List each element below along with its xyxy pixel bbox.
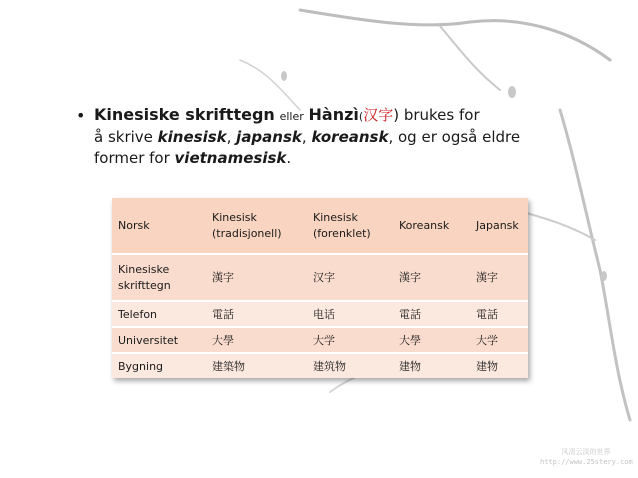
table-row — [112, 301, 528, 327]
cell-forenklet: 建筑物 — [307, 353, 393, 378]
cell-japansk: 漢字 — [470, 254, 528, 301]
line2-post: , og er også eldre — [388, 128, 521, 146]
period: . — [286, 149, 292, 167]
row-label-line-1: Kinesiske — [118, 262, 170, 276]
cell-japansk: 電話 — [470, 301, 528, 327]
cell-forenklet: 电话 — [307, 301, 393, 327]
watermark-line-2: http://www.25stery.com — [540, 458, 633, 466]
row-label: Bygning — [112, 353, 206, 378]
header-forenk-line-2: (forenklet) — [313, 226, 371, 240]
comma-2: , — [301, 128, 312, 146]
word-koreansk: koreansk — [311, 128, 389, 146]
bud-3 — [601, 271, 607, 281]
header-trad-line-2: (tradisjonell) — [212, 226, 282, 240]
cell-forenklet: 大学 — [307, 327, 393, 353]
bullet-line-3 — [94, 148, 564, 169]
cell-forenklet: 汉字 — [307, 254, 393, 301]
row-label: Telefon — [112, 301, 206, 327]
hanzi-label: Hànzì — [308, 105, 359, 124]
cell-koreansk: 漢字 — [393, 254, 470, 301]
word-vietnamesisk: vietnamesisk — [174, 149, 287, 167]
cell-koreansk: 電話 — [393, 301, 470, 327]
header-forenk-line-1: Kinesisk — [313, 210, 358, 224]
header-trad-line-1: Kinesisk — [212, 210, 257, 224]
watermark-line-1: 风清云淡的世界 — [561, 448, 611, 456]
word-kinesisk: kinesisk — [157, 128, 227, 146]
cell-tradisjonell: 建築物 — [206, 353, 307, 378]
row-label — [112, 254, 206, 301]
table-row — [112, 254, 528, 301]
bullet-line-2 — [94, 127, 564, 148]
bullet-line-1 — [94, 104, 564, 127]
hanzi-chars: 汉字 — [363, 106, 394, 124]
bullet-paragraph — [76, 104, 564, 169]
line2-pre: å skrive — [94, 128, 158, 146]
right-branch — [560, 110, 630, 420]
cell-japansk: 大学 — [470, 327, 528, 353]
header-kinesisk-tradisjonell — [206, 198, 307, 254]
line3-pre: former for — [94, 149, 175, 167]
header-koreansk: Koreansk — [393, 198, 470, 254]
cell-japansk: 建物 — [470, 353, 528, 378]
header-norsk: Norsk — [112, 198, 206, 254]
language-table — [112, 198, 528, 378]
watermark — [540, 447, 632, 467]
eller-word: eller — [279, 110, 304, 123]
top-branch-twig — [440, 26, 500, 90]
bud-1 — [281, 71, 287, 81]
row-label: Universitet — [112, 327, 206, 353]
line1-rest: ) brukes for — [393, 106, 480, 124]
row-label-line-2: skrifttegn — [118, 278, 171, 292]
table-header-row — [112, 198, 528, 254]
table-row — [112, 353, 528, 378]
word-japansk: japansk — [236, 128, 302, 146]
bullet-dot: • — [76, 106, 86, 125]
mid-vine — [240, 60, 300, 110]
open-paren: ( — [358, 110, 364, 123]
cell-koreansk: 建物 — [393, 353, 470, 378]
cell-koreansk: 大學 — [393, 327, 470, 353]
cell-tradisjonell: 漢字 — [206, 254, 307, 301]
cell-tradisjonell: 電話 — [206, 301, 307, 327]
comma-1: , — [226, 128, 237, 146]
table-row — [112, 327, 528, 353]
top-branch — [300, 10, 610, 60]
header-kinesisk-forenklet — [307, 198, 393, 254]
bullet-heading: Kinesiske skrifttegn — [94, 105, 275, 124]
header-japansk: Japansk — [470, 198, 528, 254]
cell-tradisjonell: 大學 — [206, 327, 307, 353]
bud-2 — [508, 86, 516, 98]
